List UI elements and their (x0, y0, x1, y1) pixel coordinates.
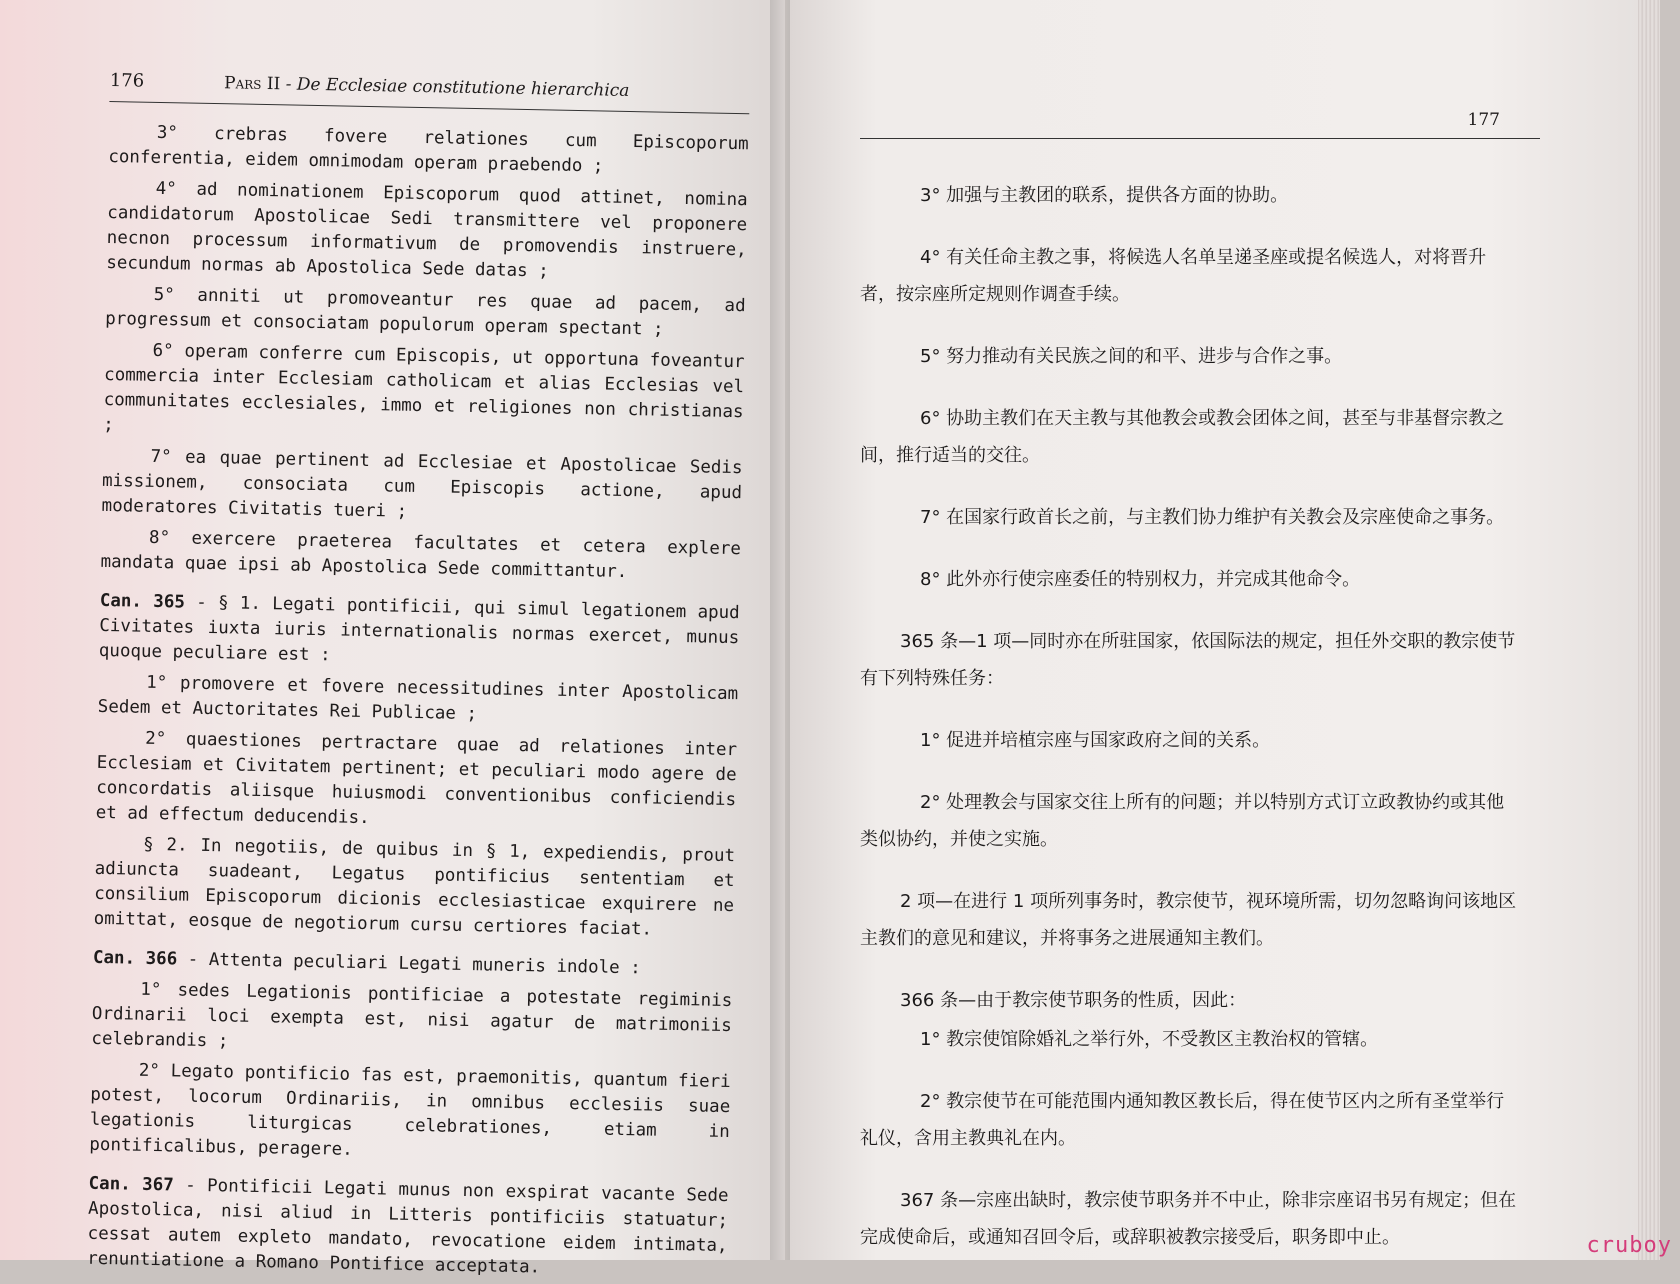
paragraph: § 2. In negotiis, de quibus in § 1, expediendis, prout adiuncta suadeant, Legatus pontificius sententiam et consilium Episcoporum dicionis ecclesiasticae exquirere ne omittat, eosque de negotiorum cursu certiores faciat. (93, 834, 736, 940)
canon-text: - Pontificii Legati munus non exspirat vacante Sede Apostolica, nisi aliud in Litteris pontificiis statuatur; cessat autem expleto mandato, revocatione eidem intimata, renuntiatione a Romano Pontifice acceptata. (86, 1175, 729, 1278)
paragraph: 1° 促进并培植宗座与国家政府之间的关系。 (920, 730, 1271, 751)
paragraph: 6° operam conferre cum Episcopis, ut opportuna foveantur commercia inter Ecclesiam catholicam et alias Ecclesias vel communitates ecclesiales, immo et religiones non christianas ; (102, 340, 745, 436)
canon-text: - § 1. Legati pontificii, qui simul legationem apud Civitates iuxta iuris internationalis normas exercet, munus quoque peculiare est : (98, 592, 740, 666)
canon-366: 366 条—由于教宗使节职务的性质，因此： (900, 990, 1247, 1011)
canon-367 (87, 1172, 729, 1284)
canon-366 (93, 946, 733, 983)
paragraph: 3° crebras fovere relationes cum Episcoporum conferentia, eidem omnimodam operam praebendo ; (108, 122, 749, 177)
chinese-text (860, 177, 1520, 1256)
paragraph: 2° Legato pontificio fas est, praemonitis, quantum fieri potest, locorum Ordinariis, in omnibus ecclesiis suae legationis liturgicas celebrationes, etiam in pontificalibus, peragere. (89, 1060, 731, 1160)
left-page-content (87, 70, 755, 1284)
right-page (790, 0, 1660, 1260)
page-number: 177 (1467, 110, 1500, 130)
paragraph: 4° 有关任命主教之事，将候选人名单呈递圣座或提名候选人，对将晋升者，按宗座所定规则作调查手续。 (860, 247, 1487, 305)
running-head (860, 110, 1540, 139)
left-page (0, 0, 785, 1278)
page-number: 176 (109, 70, 145, 92)
canon-label: Can. 366 (92, 947, 178, 970)
paragraph: 8° exercere praeterea facultates et cetera explere mandata quae ipsi ab Apostolica Sede committantur. (100, 527, 742, 583)
canon-365 (99, 589, 740, 676)
canon-367: 367 条—宗座出缺时，教宗使节职务并不中止，除非宗座诏书另有规定；但在完成使命后，或通知召回令后，或辞职被教宗接受后，职务即中止。 (860, 1190, 1517, 1248)
paragraph: 6° 协助主教们在天主教与其他教会或教会团体之间，甚至与非基督宗教之间，推行适当的交往。 (860, 408, 1505, 466)
page-edges (1638, 0, 1660, 1260)
paragraph: 1° sedes Legationis pontificiae a potestate regiminis Ordinarii loci exempta est, nisi agatur de matrimoniis celebrandis ; (91, 979, 733, 1052)
running-head-title (224, 73, 630, 101)
paragraph: 4° ad nominationem Episcoporum quod attinet, nomina candidatorum Apostolicae Sedi transmittere vel proponere necnon processum informativum de promovendis instruere, secundum normas ab Apostolica Sede datas ; (106, 178, 748, 282)
running-head-subtitle: - De Ecclesiae constitutione hierarchica (280, 74, 630, 101)
paragraph: 8° 此外亦行使宗座委任的特别权力，并完成其他命令。 (920, 569, 1361, 590)
paragraph: 2° 教宗使节在可能范围内通知教区教长后，得在使节区内之所有圣堂举行礼仪，含用主教典礼在内。 (860, 1091, 1505, 1149)
running-head-pars: Pars II (223, 73, 281, 95)
paragraph: 2° quaestiones pertractare quae ad relationes inter Ecclesiam et Civitatem pertinent; et peculiari modo agere de concordatis aliisque huiusmodi conventionibus conficiendis et ad effectum deducendis. (95, 728, 738, 829)
paragraph: 3° 加强与主教团的联系，提供各方面的协助。 (920, 185, 1289, 206)
paragraph: 2° 处理教会与国家交往上所有的问题；并以特别方式订立政教协约或其他类似协约，并使之实施。 (860, 792, 1505, 850)
paragraph: 2 项—在进行 1 项所列事务时，教宗使节，视环境所需，切勿忽略询问该地区主教们的意见和建议，并将事务之进展通知主教们。 (860, 891, 1517, 949)
canon-text: - Attenta peculiari Legati muneris indole : (177, 949, 641, 979)
paragraph: 1° 教宗使馆除婚礼之举行外，不受教区主教治权的管辖。 (920, 1029, 1379, 1050)
latin-text (87, 120, 749, 1284)
paragraph: 1° promovere et fovere necessitudines inter Apostolicam Sedem et Auctoritates Rei Publicae ; (97, 672, 739, 725)
paragraph: 5° anniti ut promoveantur res quae ad pacem, ad progressum et consociatam populorum operam spectant ; (105, 284, 746, 340)
canon-365: 365 条—1 项—同时亦在所驻国家，依国际法的规定，担任外交职的教宗使节有下列特殊任务： (860, 631, 1516, 689)
canon-label: Can. 367 (88, 1173, 174, 1196)
canon-label: Can. 365 (99, 590, 186, 613)
running-head (109, 70, 749, 114)
paragraph: 7° ea quae pertinent ad Ecclesiae et Apostolicae Sedis missionem, consociata cum Episcopis actione, apud moderatores Civitatis tueri ; (101, 446, 743, 522)
paragraph: 5° 努力推动有关民族之间的和平、进步与合作之事。 (920, 346, 1343, 367)
watermark: cruboy (1586, 1233, 1672, 1258)
paragraph: 7° 在国家行政首长之前，与主教们协力维护有关教会及宗座使命之事务。 (920, 507, 1505, 528)
